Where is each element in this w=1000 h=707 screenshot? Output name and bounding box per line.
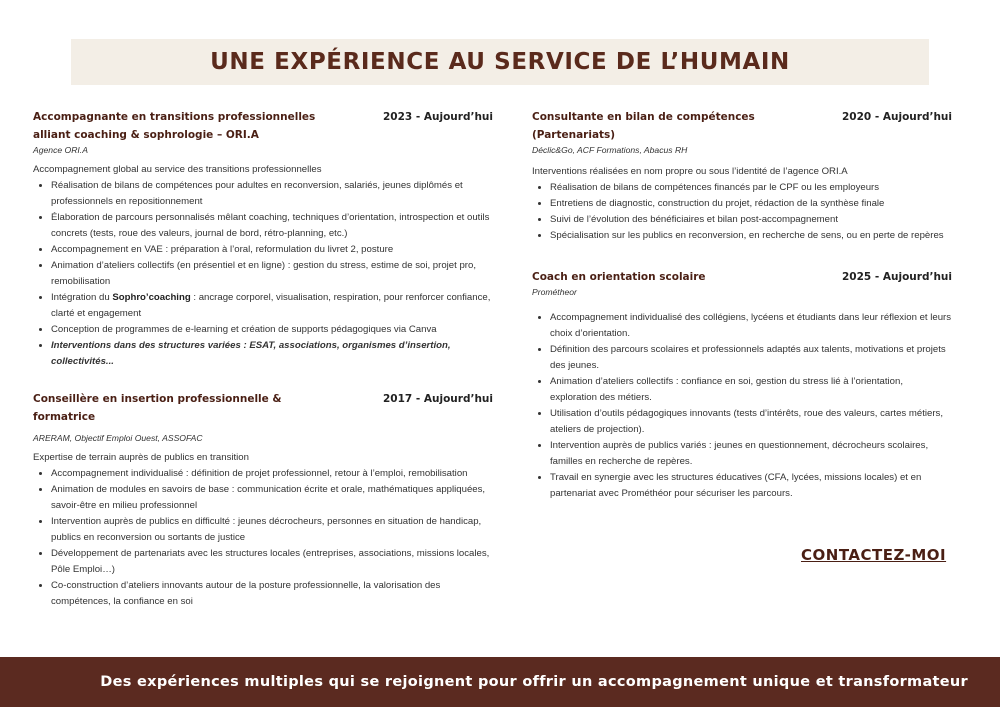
- job-title-line1: Conseillère en insertion professionnelle &: [33, 393, 282, 405]
- list-item: • Réalisation de bilans de compétences financés par le CPF ou les employeurs: [550, 180, 952, 196]
- job-date: 2017 - Aujourd’hui: [382, 393, 493, 405]
- job-bullets: [33, 466, 493, 610]
- experience-ori-a: [33, 108, 493, 370]
- contact-link[interactable]: CONTACTEZ-MOI: [801, 546, 947, 564]
- right-column: [532, 108, 952, 502]
- list-item: • Accompagnement individualisé des collégiens, lycéens et étudiants dans leur réflexion et leurs choix d’orientation.: [550, 310, 952, 342]
- list-item: • Accompagnement en VAE : préparation à l’oral, reformulation du livret 2, posture: [51, 242, 493, 258]
- footer-tagline: Des expériences multiples qui se rejoignent pour offrir un accompagnement unique et transformateur: [100, 674, 968, 690]
- list-item: • Réalisation de bilans de compétences pour adultes en reconversion, salariés, jeunes diplômés et professionnels en repositionnement: [51, 178, 493, 210]
- list-item: • Conception de programmes de e-learning et création de supports pédagogiques via Canva: [51, 322, 493, 338]
- sophro-prefix: Intégration du: [51, 292, 113, 303]
- job-title: Consultante en bilan de compétences (Partenariats): [532, 111, 755, 141]
- job-bullets: [33, 178, 493, 370]
- list-item: • Spécialisation sur les publics en reconversion, en recherche de sens, ou en perte de repères: [550, 228, 952, 244]
- list-item: • Animation de modules en savoirs de base : communication écrite et orale, mathématiques appliquées, savoir-être en milieu professionnel: [51, 482, 493, 514]
- sophro-bold: Sophro’coaching: [112, 292, 191, 303]
- list-item: • Élaboration de parcours personnalisés mêlant coaching, techniques d’orientation, introspection et outils concrets (tests, roue des valeurs, journal de bord, rétro-planning, etc.): [51, 210, 493, 242]
- job-date: 2025 - Aujourd’hui: [841, 271, 952, 283]
- job-organization: ARERAM, Objectif Emploi Ouest, ASSOFAC: [33, 433, 203, 443]
- list-item: • Intervention auprès de publics variés : jeunes en questionnement, décrocheurs scolaires, familles en recherche de repères.: [550, 438, 952, 470]
- job-header: [532, 268, 952, 286]
- list-item: • Suivi de l’évolution des bénéficiaires et bilan post-accompagnement: [550, 212, 952, 228]
- job-date: 2023 - Aujourd’hui: [382, 111, 493, 123]
- footer-banner: [0, 657, 1000, 707]
- sophro-rest: : ancrage corporel, visualisation, respiration, pour renforcer confiance, clarté et engagement: [51, 292, 491, 319]
- job-title-line2: alliant coaching & sophrologie – ORI.A: [33, 129, 259, 141]
- page-title: UNE EXPÉRIENCE AU SERVICE DE L’HUMAIN: [210, 49, 790, 75]
- list-item: • Animation d’ateliers collectifs (en présentiel et en ligne) : gestion du stress, estime de soi, projet pro, remobilisation: [51, 258, 493, 290]
- list-item-sophrocoaching: [51, 290, 493, 322]
- list-item: • Entretiens de diagnostic, construction du projet, rédaction de la synthèse finale: [550, 196, 952, 212]
- list-item: • Accompagnement individualisé : définition de projet professionnel, retour à l’emploi, remobilisation: [51, 466, 493, 482]
- list-item: • Intervention auprès de publics en difficulté : jeunes décrocheurs, personnes en situation de handicap, publics en reconversion ou sortants de justice: [51, 514, 493, 546]
- list-item: • Définition des parcours scolaires et professionnels adaptés aux talents, motivations et projets des jeunes.: [550, 342, 952, 374]
- job-intro: Expertise de terrain auprès de publics en transition: [33, 452, 249, 463]
- list-item: • Développement de partenariats avec les structures locales (entreprises, associations, missions locales, Pôle Emploi…): [51, 546, 493, 578]
- list-item: • Travail en synergie avec les structures éducatives (CFA, lycées, missions locales) et en partenariat avec Prométhéor pour sécuriser les parcours.: [550, 470, 952, 502]
- job-title-line2: formatrice: [33, 411, 96, 423]
- job-title: [33, 108, 315, 144]
- job-intro: Accompagnement global au service des transitions professionnelles: [33, 164, 322, 175]
- job-organization: Prométheor: [532, 287, 577, 297]
- job-bullets: [532, 180, 952, 244]
- list-item-structures: • Interventions dans des structures variées : ESAT, associations, organismes d’insertion, collectivités...: [51, 338, 493, 370]
- job-date: 2020 - Aujourd’hui: [841, 111, 952, 123]
- experience-bilan: [532, 108, 952, 244]
- experience-insertion: [33, 390, 493, 610]
- list-item: • Animation d’ateliers collectifs : confiance en soi, gestion du stress lié à l’orientation, exploration des métiers.: [550, 374, 952, 406]
- job-title: [33, 390, 282, 426]
- list-item: • Utilisation d’outils pédagogiques innovants (tests d’intérêts, roue des valeurs, cartes métiers, ateliers de projection).: [550, 406, 952, 438]
- list-item: • Co-construction d’ateliers innovants autour de la posture professionnelle, la valorisation des compétences, la confiance en soi: [51, 578, 493, 610]
- experience-orientation: [532, 268, 952, 502]
- job-header: [532, 108, 952, 144]
- job-organization: Déclic&Go, ACF Formations, Abacus RH: [532, 145, 688, 155]
- job-intro: Interventions réalisées en nom propre ou sous l’identité de l’agence ORI.A: [532, 166, 848, 177]
- job-organization: Agence ORI.A: [33, 145, 88, 155]
- job-title-line1: Accompagnante en transitions professionnelles: [33, 111, 316, 123]
- job-header: [33, 108, 493, 144]
- job-title: Coach en orientation scolaire: [532, 271, 706, 283]
- job-bullets: [532, 310, 952, 502]
- left-column: [33, 108, 493, 610]
- job-header: [33, 390, 493, 426]
- title-banner: [71, 39, 929, 85]
